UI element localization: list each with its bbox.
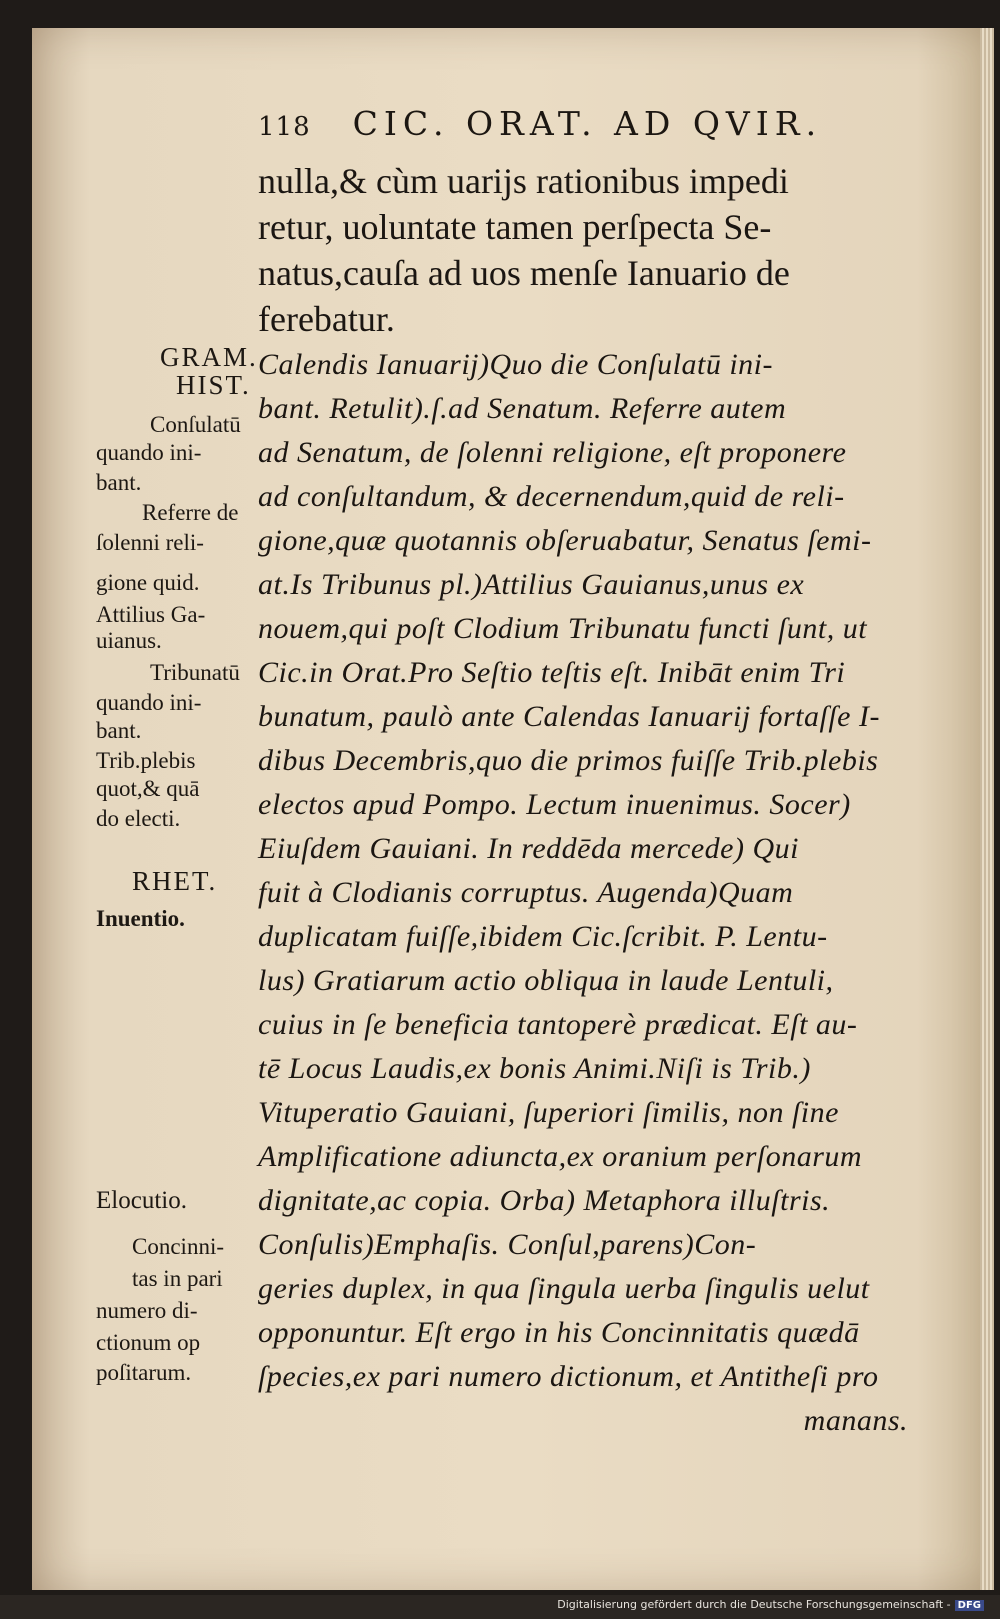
running-header <box>258 104 908 156</box>
credit-text: Digitalisierung gefördert durch die Deutsche Forschungsgemeinschaft - <box>557 1598 951 1611</box>
margin-note: quot,& quā <box>96 776 200 801</box>
margin-note: Referre de <box>142 500 239 525</box>
text-line: tē Locus Laudis,ex bonis Animi.Niſi is Trib.) <box>258 1052 811 1085</box>
text-line: ad Senatum, de ſolenni religione, eſt proponere <box>258 436 847 469</box>
text-line: cuius in ſe beneficia tantoperè prædicat. Eſt au- <box>258 1008 858 1041</box>
text-line: Calendis Ianuarij)Quo die Conſulatū ini- <box>258 348 773 381</box>
text-line: opponuntur. Eſt ergo in his Concinnitatis quædā <box>258 1316 860 1349</box>
text-line: manans. <box>803 1404 908 1437</box>
margin-note: bant. <box>96 470 142 495</box>
margin-heading: GRAM. <box>160 342 258 372</box>
text-line: nouem,qui poſt Clodium Tribunatu functi ſunt, ut <box>258 612 868 645</box>
margin-note: uianus. <box>96 628 162 653</box>
text-line: Vituperatio Gauiani, ſuperiori ſimilis, non ſine <box>258 1096 839 1129</box>
margin-heading: Elocutio. <box>96 1187 187 1214</box>
margin-note: poſitarum. <box>96 1360 192 1385</box>
text-line: fuit à Clodianis corruptus. Augenda)Quam <box>258 876 794 909</box>
text-line: ad conſultandum, & decernendum,quid de reli- <box>258 480 845 513</box>
text-line: duplicatam fuiſſe,ibidem Cic.ſcribit. P. Lentu- <box>258 920 828 953</box>
text-line: at.Is Tribunus pl.)Attilius Gauianus,unus ex <box>258 568 805 601</box>
margin-note: bant. <box>96 718 142 743</box>
margin-heading: RHET. <box>132 866 218 896</box>
margin-heading: HIST. <box>176 370 251 400</box>
text-line: electos apud Pompo. Lectum inuenimus. Socer) <box>258 788 851 821</box>
margin-note: tas in pari <box>132 1266 223 1291</box>
text-line: Eiuſdem Gauiani. In reddēda mercede) Qui <box>258 832 799 865</box>
running-title: CIC. ORAT. AD QVIR. <box>352 104 823 143</box>
text-line: nulla,& cùm uarijs rationibus impedi <box>258 161 789 201</box>
page-number: 118 <box>258 112 311 142</box>
page-edge <box>980 28 994 1590</box>
margin-note: ſolenni reli- <box>96 530 204 555</box>
text-line: dibus Decembris,quo die primos fuiſſe Trib.plebis <box>258 744 879 777</box>
margin-note: Trib.plebis <box>96 748 196 773</box>
text-line: geries duplex, in qua ſingula uerba ſingulis uelut <box>258 1272 870 1305</box>
margin-note: quando ini- <box>96 690 202 715</box>
margin-note: Conſulatū <box>150 412 241 437</box>
margin-note: quando ini- <box>96 440 202 465</box>
text-line: bant. Retulit).ſ.ad Senatum. Referre autem <box>258 392 787 425</box>
text-line: bunatum, paulò ante Calendas Ianuarij fortaſſe I- <box>258 700 880 733</box>
margin-note: ctionum op <box>96 1330 201 1355</box>
text-line: Cic.in Orat.Pro Seſtio teſtis eſt. Inibāt enim Tri <box>258 656 846 689</box>
margin-note: Concinni- <box>132 1234 224 1259</box>
margin-note: gione quid. <box>96 570 200 595</box>
text-line: ſpecies,ex pari numero dictionum, et Antitheſi pro <box>258 1360 879 1393</box>
text-line: ferebatur. <box>258 299 395 339</box>
margin-note: do electi. <box>96 806 181 831</box>
margin-heading: Inuentio. <box>96 906 185 931</box>
text-line: Conſulis)Emphaſis. Conſul,parens)Con- <box>258 1228 757 1261</box>
dfg-logo: DFG <box>955 1600 984 1611</box>
text-line: natus,cauſa ad uos menſe Ianuario de <box>258 253 790 293</box>
margin-note: Tribunatū <box>150 660 240 685</box>
digitization-credit <box>557 1598 984 1611</box>
text-line: gione,quæ quotannis obſeruabatur, Senatus ſemi- <box>258 524 872 557</box>
text-line: lus) Gratiarum actio obliqua in laude Lentuli, <box>258 964 834 997</box>
margin-note: Attilius Ga- <box>96 602 206 627</box>
margin-note: numero di- <box>96 1298 198 1323</box>
text-line: Amplificatione adiuncta,ex oranium perſonarum <box>258 1140 863 1173</box>
text-line: retur, uoluntate tamen perſpecta Se- <box>258 207 772 247</box>
text-line: dignitate,ac copia. Orba) Metaphora illuſtris. <box>258 1184 831 1217</box>
